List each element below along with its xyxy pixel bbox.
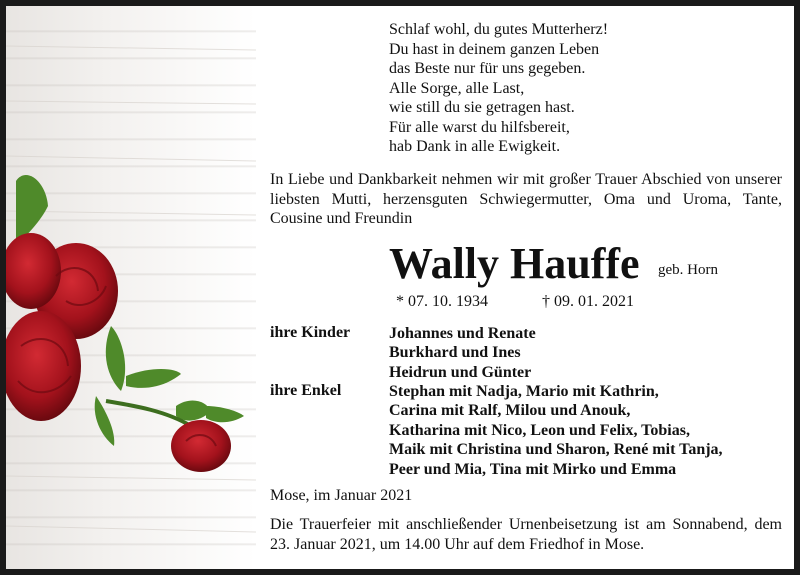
maiden-name: geb. Horn	[658, 262, 718, 278]
place-date: Mose, im Januar 2021	[270, 487, 413, 504]
grandchildren-label: ihre Enkel	[270, 382, 342, 399]
grandchildren-line: Katharina mit Nico, Leon und Felix, Tobias,	[389, 421, 690, 439]
children-list	[389, 324, 536, 382]
children-line: Johannes und Renate	[389, 325, 536, 342]
grandchildren-list	[389, 382, 723, 479]
obituary-notice	[6, 6, 794, 569]
grandchildren-line: Peer und Mia, Tina mit Mirko und Emma	[389, 460, 677, 478]
verse-line: Für alle warst du hilfsbereit,	[389, 118, 570, 136]
farewell-text: In Liebe und Dankbarkeit nehmen wir mit großer Trauer Abschied von unserer liebsten Mutti, herzensguten Schwiegermutter, Oma und Uroma, Tante, Cousine und Freundin	[270, 171, 782, 227]
verse-line: Du hast in deinem ganzen Leben	[389, 40, 600, 58]
deceased-name: Wally Hauffe	[389, 239, 640, 288]
verse-line: Alle Sorge, alle Last,	[389, 79, 525, 97]
roses-photo	[6, 6, 256, 569]
children-line: Burkhard und Ines	[389, 344, 521, 362]
verse-line: das Beste nur für uns gegeben.	[389, 60, 586, 77]
grandchildren-line: Stephan mit Nadja, Mario mit Kathrin,	[389, 383, 659, 400]
verse-line: wie still du sie getragen hast.	[389, 99, 575, 116]
death-date: † 09. 01. 2021	[542, 293, 634, 310]
grandchildren-line: Maik mit Christina und Sharon, René mit Tanja,	[389, 441, 723, 459]
children-label: ihre Kinder	[270, 324, 351, 341]
grandchildren-line: Carina mit Ralf, Milou und Anouk,	[389, 402, 631, 420]
verse-line: hab Dank in alle Ewigkeit.	[389, 138, 561, 155]
roses-illustration	[6, 6, 256, 569]
memorial-verse	[389, 20, 608, 157]
verse-line: Schlaf wohl, du gutes Mutterherz!	[389, 21, 609, 38]
funeral-info: Die Trauerfeier mit anschließender Urnenbeisetzung ist am Sonnabend, dem 23. Januar 2021, um 14.00 Uhr auf dem Friedhof in Mose.	[270, 516, 782, 553]
birth-date: * 07. 10. 1934	[396, 293, 488, 310]
children-line: Heidrun und Günter	[389, 363, 532, 381]
